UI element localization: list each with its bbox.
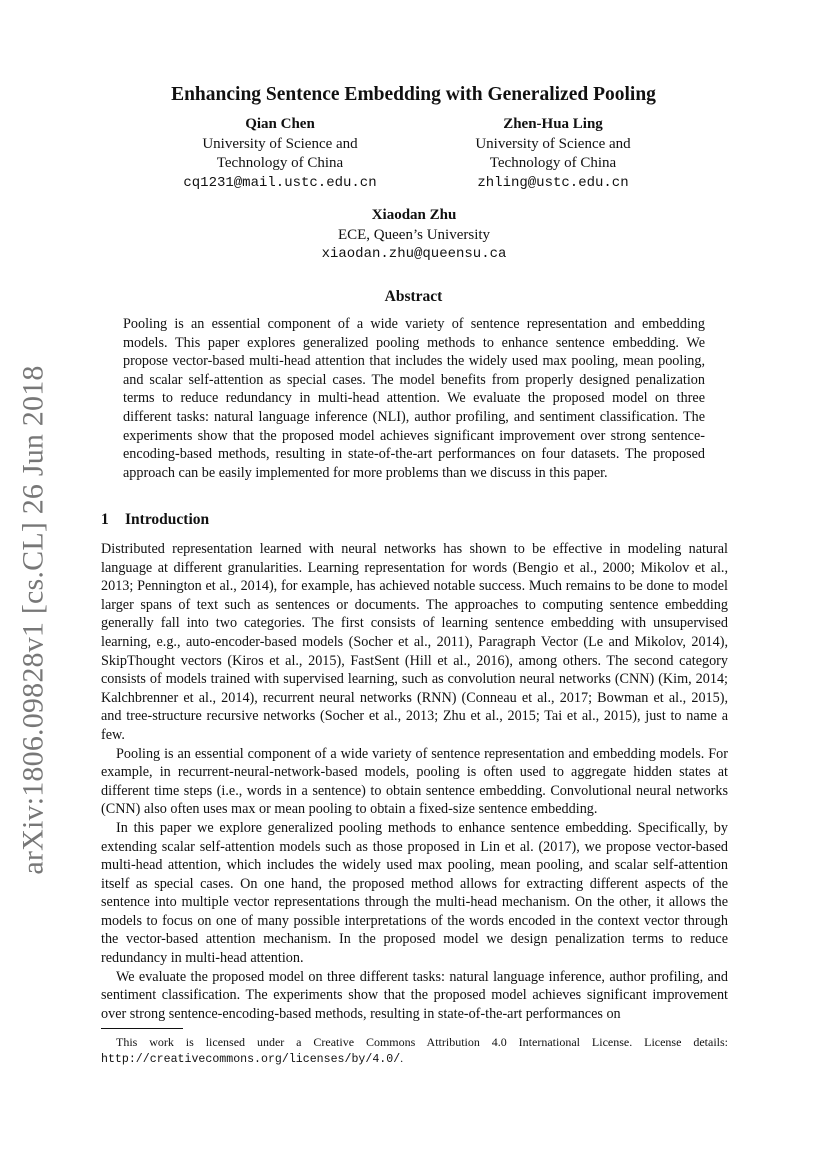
arxiv-identifier: arXiv:1806.09828v1 [cs.CL] 26 Jun 2018	[17, 365, 51, 875]
author-affiliation: University of Science and	[475, 135, 631, 152]
abstract-heading: Abstract	[384, 288, 443, 305]
introduction-body	[101, 540, 728, 1023]
author-email: cq1231@mail.ustc.edu.cn	[183, 174, 377, 191]
footnote-text: This work is licensed under a Creative Commons Attribution 4.0 International License. License details:	[116, 1035, 728, 1049]
paragraph: Pooling is an essential component of a wide variety of sentence representation and embedding models. For example, in recurrent-neural-network-based models, pooling is often used to aggregate hidden states at different time steps (i.e., words in a sentence) to obtain sentence embedding. Convolutional neural networks (CNN) also often uses max or mean pooling to obtain a fixed-size sentence embedding.	[101, 745, 728, 818]
author-email: zhling@ustc.edu.cn	[477, 174, 629, 191]
arxiv-side-stamp	[13, 365, 55, 875]
paper-title: Enhancing Sentence Embedding with Generalized Pooling	[171, 84, 656, 105]
author-affiliation: University of Science and	[202, 135, 358, 152]
section-heading-introduction	[101, 511, 209, 529]
footnote-period: .	[400, 1051, 404, 1065]
author-email: xiaodan.zhu@queensu.ca	[321, 246, 507, 262]
paragraph: We evaluate the proposed model on three different tasks: natural language inference, author profiling, and sentiment classification. The experiments show that the proposed model achieves significant improvement over strong sentence-encoding-based methods, resulting in state-of-the-art performances on	[101, 968, 728, 1022]
author-block-3	[274, 206, 554, 265]
author-affiliation: Technology of China	[216, 155, 344, 171]
paragraph: Distributed representation learned with neural networks has shown to be effective in modeling natural language at different granularities. Learning representation for words (Bengio et al., 2000; Mikolov et al., 2013; Pennington et al., 2014), for example, has achieved notable success. Much remains to be done to model larger spans of text such as sentences or documents. The approaches to computing sentence embedding generally fall into two categories. The first consists of learning sentence embedding with unsupervised learning, e.g., auto-encoder-based models (Socher et al., 2011), Paragraph Vector (Le and Mikolov, 2014), SkipThought vectors (Kiros et al., 2015), FastSent (Hill et al., 2016), among others. The second category consists of models trained with supervised learning, such as convolution neural networks (CNN) (Kim, 2014; Kalchbrenner et al., 2014), recurrent neural networks (RNN) (Conneau et al., 2017; Bowman et al., 2015), and tree-structure recursive networks (Socher et al., 2013; Zhu et al., 2015; Tai et al., 2015), just to name a few.	[101, 541, 728, 743]
author-name: Xiaodan Zhu	[371, 207, 457, 223]
license-link[interactable]: http://creativecommons.org/licenses/by/4.0/	[101, 1053, 401, 1066]
section-title: Introduction	[125, 511, 210, 528]
author-affiliation: ECE, Queen’s University	[337, 226, 491, 243]
section-number: 1	[101, 511, 109, 528]
footnote-divider	[101, 1028, 183, 1029]
author-block-2	[413, 115, 693, 193]
author-name: Qian Chen	[245, 116, 315, 132]
author-affiliation: Technology of China	[489, 155, 617, 171]
license-footnote	[101, 1034, 728, 1068]
abstract-text: Pooling is an essential component of a wide variety of sentence representation and embedding models. This paper explores generalized pooling methods to enhance sentence embedding. We propose vector-based multi-head attention that includes the widely used max pooling, mean pooling, and scalar self-attention as special cases. The model benefits from properly designed penalization terms to reduce redundancy in multi-head attention. We evaluate the proposed model on three different tasks: natural language inference (NLI), author profiling, and sentiment classification. The experiments show that the proposed model achieves significant improvement over strong sentence-encoding-based methods, resulting in state-of-the-art performances on four datasets. The proposed approach can be easily implemented for more problems than we discuss in this paper.	[123, 316, 705, 481]
author-block-1	[140, 115, 420, 193]
paragraph: In this paper we explore generalized pooling methods to enhance sentence embedding. Specifically, by extending scalar self-attention models such as those proposed in Lin et al. (2017), we propose vector-based multi-head attention, which includes the widely used max pooling, mean pooling, and scalar self-attention itself as special cases. On one hand, the proposed method allows for extracting different aspects of the sentence into multiple vector representations through the multi-head mechanism. On the other, it allows the models to focus on one of many possible interpretations of the words encoded in the context vector through the vector-based attention mechanism. In the proposed model we design penalization terms to reduce redundancy in multi-head attention.	[101, 819, 728, 967]
author-name: Zhen-Hua Ling	[503, 116, 603, 132]
